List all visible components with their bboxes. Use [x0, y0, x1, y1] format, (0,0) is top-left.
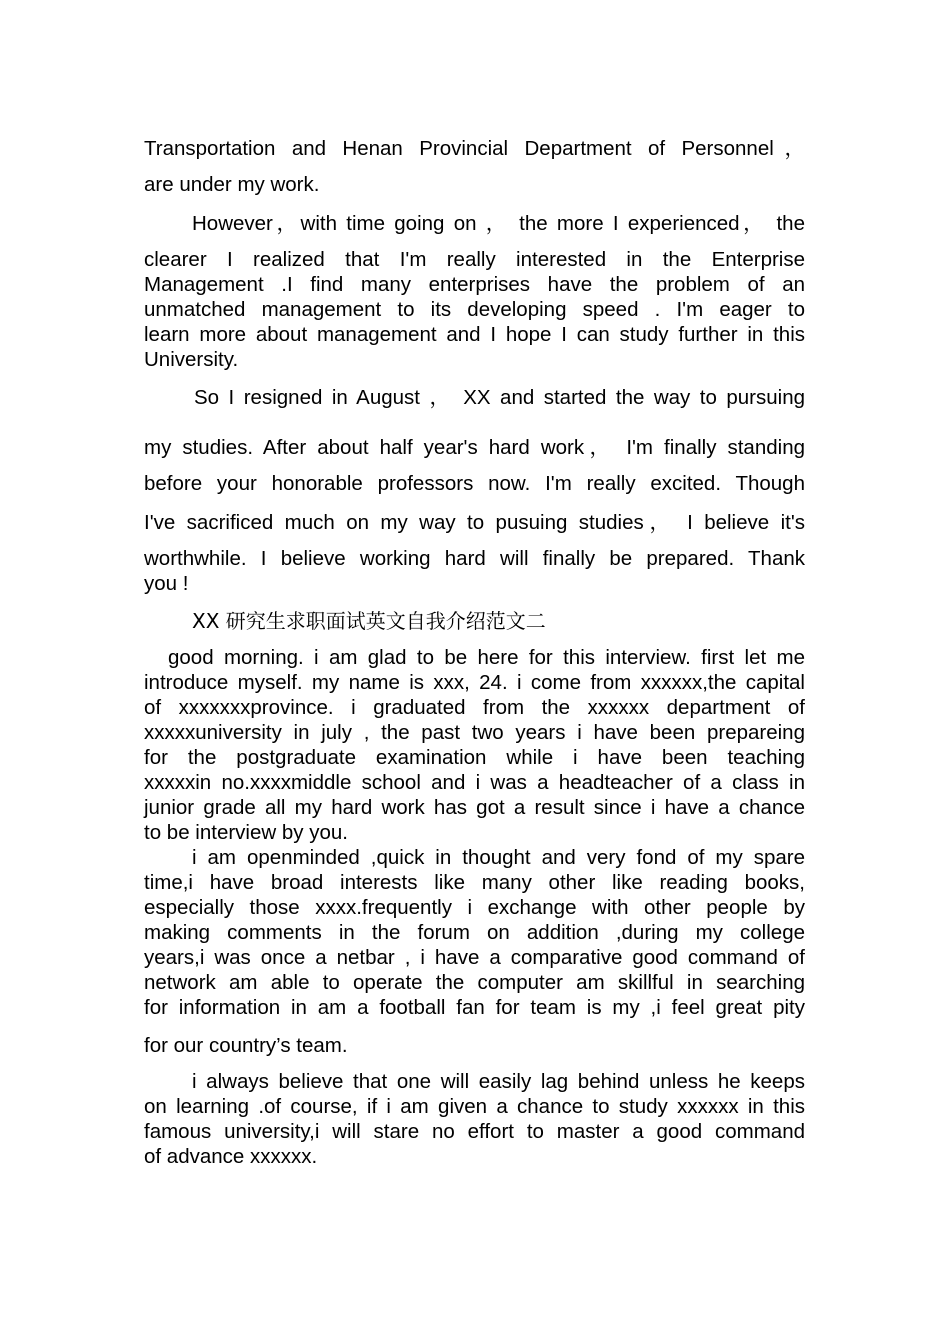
- text-line: are under my work.: [144, 173, 320, 196]
- text-line: xxxxxin no.xxxxmiddle school and i was a headteacher of a class in: [144, 771, 805, 794]
- text-line: network am able to operate the computer am skillful in searching: [144, 971, 805, 994]
- text-line: to be interview by you.: [144, 821, 348, 844]
- text-line: years,i was once a netbar , i have a comparative good command of: [144, 946, 805, 969]
- text-line: clearer I realized that I'm really interested in the Enterprise: [144, 248, 805, 271]
- text-line: of advance xxxxxx.: [144, 1145, 318, 1168]
- text-line: introduce myself. my name is xxx, 24. i come from xxxxxx,the capital: [144, 671, 805, 694]
- text-line: before your honorable professors now. I'm really excited. Though: [144, 472, 805, 495]
- paragraph-first-line: i always believe that one will easily lag behind unless he keeps: [192, 1070, 805, 1093]
- text-line: on learning .of course, if i am given a chance to study xxxxxx in this: [144, 1095, 805, 1118]
- section-heading: XX 研究生求职面试英文自我介绍范文二: [192, 609, 546, 633]
- text-line: especially those xxxx.frequently i exchange with other people by: [144, 896, 805, 919]
- paragraph-first-line: So I resigned in August ， XX and started the way to pursuing: [194, 386, 805, 409]
- text-line: famous university,i will stare no effort to master a good command: [144, 1120, 805, 1143]
- text-line: Management .I find many enterprises have the problem of an: [144, 273, 805, 296]
- text-line: unmatched management to its developing speed . I'm eager to: [144, 298, 805, 321]
- text-line: I've sacrificed much on my way to pusuing studies， I believe it's: [144, 511, 805, 534]
- text-line: learn more about management and I hope I can study further in this: [144, 323, 805, 346]
- text-line: making comments in the forum on addition ,during my college: [144, 921, 805, 944]
- paragraph-first-line: i am openminded ,quick in thought and very fond of my spare: [192, 846, 805, 869]
- text-line: worthwhile. I believe working hard will finally be prepared. Thank: [144, 547, 805, 570]
- text-line: xxxxxuniversity in july , the past two years i have been prepareing: [144, 721, 805, 744]
- text-line: time,i have broad interests like many other like reading books,: [144, 871, 805, 894]
- text-line: for the postgraduate examination while i have been teaching: [144, 746, 805, 769]
- text-line: you !: [144, 572, 189, 595]
- text-line: for information in am a football fan for team is my ,i feel great pity: [144, 996, 805, 1019]
- text-line: junior grade all my hard work has got a result since i have a chance: [144, 796, 805, 819]
- text-line: my studies. After about half year's hard work， I'm finally standing: [144, 436, 805, 459]
- paragraph-first-line: good morning. i am glad to be here for this interview. first let me: [168, 646, 805, 669]
- text-line: of xxxxxxxprovince. i graduated from the xxxxxx department of: [144, 696, 805, 719]
- text-line: Transportation and Henan Provincial Department of Personnel，: [144, 137, 805, 160]
- paragraph-first-line: However，with time going on ， the more I experienced， the: [192, 212, 805, 235]
- text-line: for our country’s team.: [144, 1034, 348, 1057]
- text-line: University.: [144, 348, 239, 371]
